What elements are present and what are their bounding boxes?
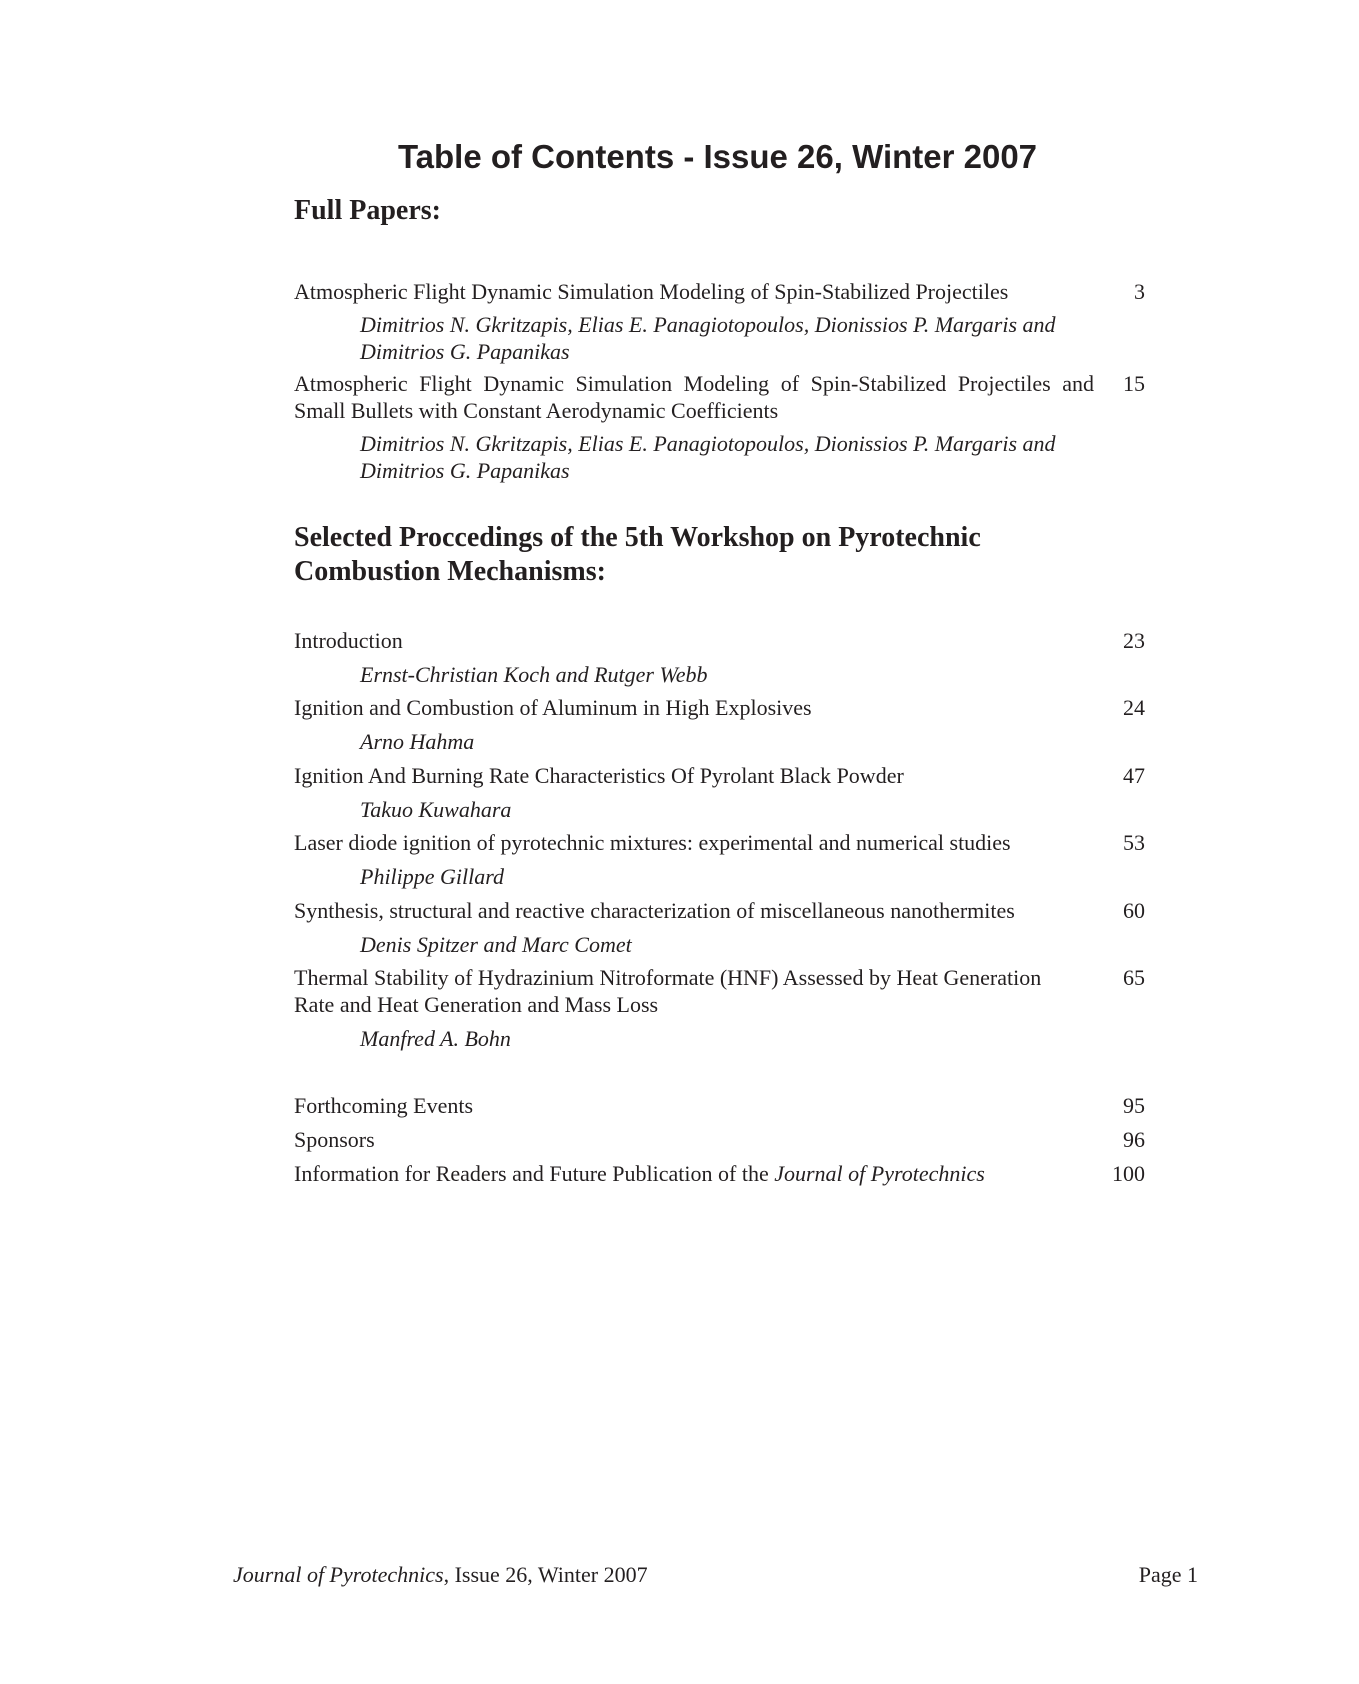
entry-authors: Dimitrios N. Gkritzapis, Elias E. Panagiotopoulos, Dionissios P. Margaris and Dimitrios G. Papanikas	[360, 431, 1056, 483]
entry-title: Sponsors	[294, 1127, 375, 1152]
entry-page-number: 96	[1123, 1127, 1145, 1152]
entry-title: Atmospheric Flight Dynamic Simulation Modeling of Spin-Stabilized Projectiles and Small Bullets with Constant Aerodynamic Coefficients	[294, 371, 1094, 423]
entry-authors: Arno Hahma	[360, 729, 475, 754]
section-heading-workshop-proceedings: Selected Proccedings of the 5th Workshop on Pyrotechnic Combustion Mechanisms:	[294, 522, 981, 587]
entry-title	[294, 1160, 1094, 1187]
entry-title: Atmospheric Flight Dynamic Simulation Modeling of Spin-Stabilized Projectiles	[294, 279, 1009, 304]
entry-authors: Philippe Gillard	[360, 864, 505, 889]
footer-issue: , Issue 26, Winter 2007	[443, 1562, 648, 1587]
entry-page-number: 24	[1123, 695, 1145, 720]
entry-title-journal-name: Journal of Pyrotechnics	[774, 1161, 985, 1186]
entry-title: Introduction	[294, 628, 403, 653]
entry-page-number: 65	[1123, 965, 1145, 990]
entry-title: Laser diode ignition of pyrotechnic mixtures: experimental and numerical studies	[294, 830, 1011, 855]
entry-title: Ignition and Combustion of Aluminum in High Explosives	[294, 695, 812, 720]
entry-title-text: Information for Readers and Future Publication of the	[294, 1161, 775, 1186]
entry-authors: Ernst-Christian Koch and Rutger Webb	[360, 662, 708, 687]
entry-page-number: 23	[1123, 628, 1145, 653]
footer-journal-name: Journal of Pyrotechnics	[233, 1562, 444, 1587]
page-title: Table of Contents - Issue 26, Winter 2007	[397, 138, 1038, 175]
section-heading-full-papers: Full Papers:	[294, 195, 441, 226]
entry-authors: Takuo Kuwahara	[360, 797, 512, 822]
entry-authors: Denis Spitzer and Marc Comet	[360, 932, 632, 957]
entry-page-number: 15	[1123, 371, 1145, 396]
entry-authors: Manfred A. Bohn	[360, 1026, 511, 1051]
footer-citation	[233, 1561, 648, 1588]
entry-title: Synthesis, structural and reactive characterization of miscellaneous nanothermites	[294, 898, 1015, 923]
entry-page-number: 100	[1112, 1161, 1145, 1186]
entry-page-number: 47	[1123, 763, 1145, 788]
entry-page-number: 60	[1123, 898, 1145, 923]
entry-page-number: 53	[1123, 830, 1145, 855]
entry-authors: Dimitrios N. Gkritzapis, Elias E. Panagiotopoulos, Dionissios P. Margaris and Dimitrios G. Papanikas	[360, 312, 1056, 364]
footer-page-number: Page 1	[1138, 1562, 1198, 1587]
entry-title: Ignition And Burning Rate Characteristics Of Pyrolant Black Powder	[294, 763, 904, 788]
entry-page-number: 95	[1123, 1093, 1145, 1118]
entry-title: Thermal Stability of Hydrazinium Nitroformate (HNF) Assessed by Heat Generation Rate and Heat Generation and Mass Loss	[294, 965, 1042, 1017]
entry-title: Forthcoming Events	[294, 1093, 474, 1118]
entry-page-number: 3	[1134, 279, 1145, 304]
